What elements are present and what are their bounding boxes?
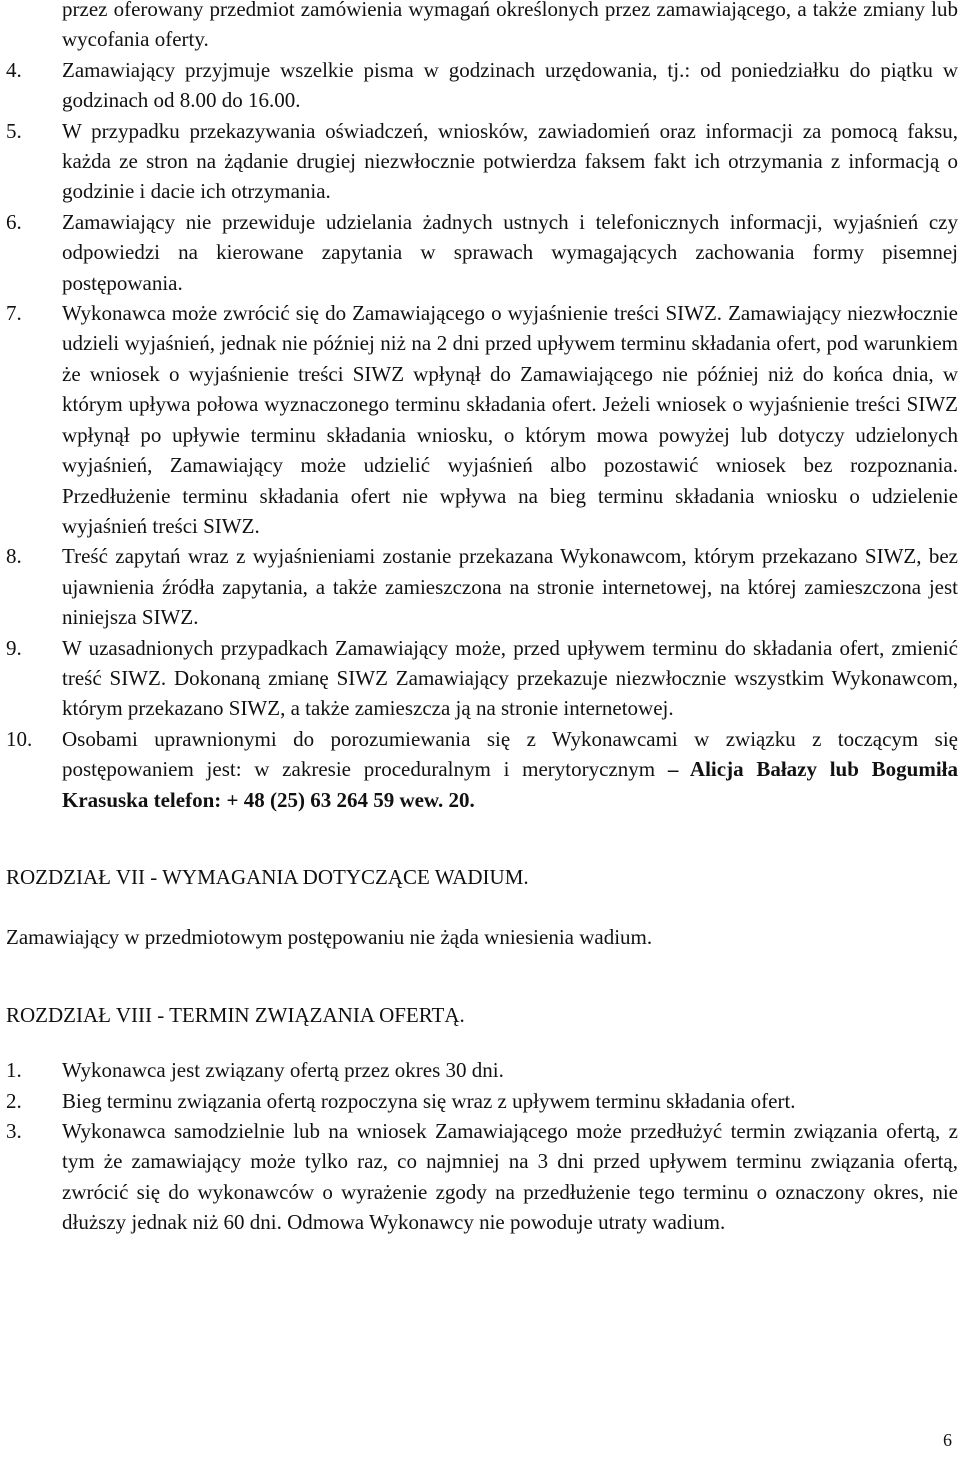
section-viii-item-2: [6, 1086, 958, 1116]
list-item-text: przez oferowany przedmiot zamówienia wymagań określonych przez zamawiającego, a także zmiany lub wycofania oferty.: [62, 0, 958, 52]
list-item-text: Wykonawca jest związany ofertą przez okres 30 dni.: [62, 1058, 504, 1083]
list-item-9: [6, 633, 958, 724]
section-heading-viii: ROZDZIAŁ VIII - TERMIN ZWIĄZANIA OFERTĄ.: [6, 1002, 465, 1027]
list-item-text: Wykonawca może zwrócić się do Zamawiającego o wyjaśnienie treści SIWZ. Zamawiający niezwłocznie udzieli wyjaśnień, jednak nie później niż na 2 dni przed upływem terminu składania ofert, pod warunkiem że wniosek o wyjaśnienie treści SIWZ wpłynął do Zamawiającego nie później niż do końca dnia, w którym upływa połowa wyznaczonego terminu składania ofert. Jeżeli wniosek o wyjaśnienie treści SIWZ wpłynął po upływie terminu składania wniosku, o którym mowa powyżej lub dotyczy udzielonych wyjaśnień, Zamawiający może udzielić wyjaśnień albo pozostawić wniosek bez rozpoznania. Przedłużenie terminu składania ofert nie wpływa na bieg terminu składania wniosku o udzielenie wyjaśnień treści SIWZ.: [62, 301, 958, 538]
section-vii-body: Zamawiający w przedmiotowym postępowaniu nie żąda wniesienia wadium.: [6, 925, 653, 950]
list-item-number: 10.: [6, 726, 33, 751]
list-item-7: [6, 298, 958, 541]
spacer: [6, 953, 958, 1000]
spacer: [6, 815, 958, 862]
list-item-number: 5.: [6, 118, 22, 143]
section-viii-item-1: [6, 1055, 958, 1085]
list-item-number: 7.: [6, 301, 22, 326]
list-item-text: Treść zapytań wraz z wyjaśnieniami zostanie przekazana Wykonawcom, którym przekazano SIWZ, bez ujawnienia źródła zapytania, a także zamieszczona na stronie internetowej, na której zamieszczona jest niniejsza SIWZ.: [62, 544, 958, 630]
section-viii-item-3: [6, 1116, 958, 1238]
list-item-text: Bieg terminu związania ofertą rozpoczyna się wraz z upływem terminu składania ofert.: [62, 1088, 796, 1113]
list-item-text: Zamawiający nie przewiduje udzielania żadnych ustnych i telefonicznych informacji, wyjaśnień czy odpowiedzi na kierowane zapytania w sprawach wymagających zachowania formy pisemnej postępowania.: [62, 209, 958, 295]
spacer: [6, 1030, 958, 1055]
list-item-number: 2.: [6, 1088, 22, 1113]
page-number: 6: [943, 1429, 952, 1450]
spacer: [6, 892, 958, 922]
list-item-10: [6, 724, 958, 815]
list-item-text: W uzasadnionych przypadkach Zamawiający może, przed upływem terminu do składania ofert, zmienić treść SIWZ. Dokonaną zmianę SIWZ Zamawiający przekazuje niezwłocznie wszystkim Wykonawcom, którym przekazano SIWZ, a także zamieszcza ją na stronie internetowej.: [62, 635, 958, 721]
list-item-6: [6, 207, 958, 298]
list-item-text: [62, 724, 958, 815]
section-heading-vii: ROZDZIAŁ VII - WYMAGANIA DOTYCZĄCE WADIUM.: [6, 864, 529, 889]
list-item-text: W przypadku przekazywania oświadczeń, wniosków, zawiadomień oraz informacji za pomocą faksu, każda ze stron na żądanie drugiej niezwłocznie potwierdza faksem fakt ich otrzymania z informacją o godzinie i dacie ich otrzymania.: [62, 118, 958, 204]
list-item-number: 3.: [6, 1119, 22, 1143]
list-item-4: [6, 55, 958, 116]
list-item-text: Wykonawca samodzielnie lub na wniosek Zamawiającego może przedłużyć termin związania ofertą, z tym że zamawiający może tylko raz, co najmniej na 3 dni przed upływem terminu związania ofertą, zwrócić się do wykonawców o wyrażenie zgody na przedłużenie tego terminu o oznaczony okres, nie dłuższy jednak niż 60 dni. Odmowa Wykonawcy nie powoduje utraty wadium.: [62, 1119, 958, 1235]
list-item-8: [6, 541, 958, 632]
list-item-number: 1.: [6, 1058, 22, 1083]
page-content: [6, 0, 958, 1238]
contact-intro-text: Osobami uprawnionymi do porozumiewania się z Wykonawcami w związku z toczącym się postępowaniem jest: w zakresie proceduralnym i merytorycznym: [62, 726, 958, 782]
list-item-text: Zamawiający przyjmuje wszelkie pisma w godzinach urzędowania, tj.: od poniedziałku do piątku w godzinach od 8.00 do 16.00.: [62, 57, 958, 113]
list-item-continuation: [6, 0, 958, 55]
list-item-5: [6, 116, 958, 207]
list-item-number: 6.: [6, 209, 22, 234]
list-item-number: 4.: [6, 57, 22, 82]
list-item-number: 8.: [6, 544, 22, 569]
list-item-number: 9.: [6, 635, 22, 660]
contact-persons-text: – Alicja Bałazy lub Bogumiła Krasuska telefon: + 48 (25) 63 264 59 wew. 20.: [62, 757, 958, 812]
